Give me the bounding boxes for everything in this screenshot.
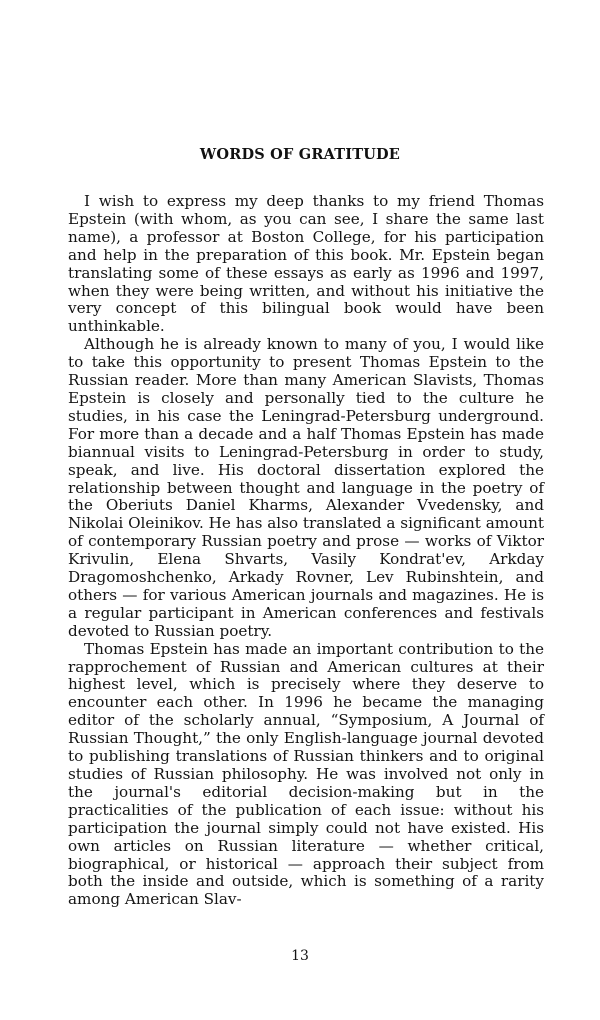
body-text [68, 193, 544, 909]
page-title: WORDS OF GRATITUDE [199, 146, 401, 163]
paragraph: I wish to express my deep thanks to my friend Thomas Epstein (with whom, as you can see, I share the same last name), a professor at Boston College, for his participation and help in the preparation of this book. Mr. Epstein began translating some of these essays as early as 1996 and 1997, when they were being written, and without his initiative the very concept of this bilingual book would have been unthinkable. [68, 192, 544, 336]
page-number: 13 [291, 948, 309, 964]
paragraph: Thomas Epstein has made an important contribution to the rapprochement of Russian and American cultures at their highest level, which is precisely where they deserve to encounter each other. In 1996 he became the managing editor of the scholarly annual, “Symposium, A Journal of Russian Thought,” the only English-language journal devoted to publishing translations of Russian thinkers and to original studies of Russian philosophy. He was involved not only in the journal's editorial decision-making but in the practicalities of the publication of each issue: without his participation the journal simply could not have existed. His own articles on Russian literature — whether critical, biographical, or historical — approach their subject from both the inside and outside, which is something of a rarity among American Slav- [68, 639, 544, 909]
paragraph: Although he is already known to many of you, I would like to take this opportunity to present Thomas Epstein to the Russian reader. More than many American Slavists, Thomas Epstein is closely and personally tied to the culture he studies, in his case the Leningrad-Petersburg underground. For more than a decade and a half Thomas Epstein has made biannual visits to Leningrad-Petersburg in order to study, speak, and live. His doctoral dissertation explored the relationship between thought and language in the poetry of the Oberiuts Daniel Kharms, Alexander Vvedensky, and Nikolai Oleinikov. He has also translated a significant amount of contemporary Russian poetry and prose — works of Viktor Krivulin, Elena Shvarts, Vasily Kondrat'ev, Arkday Dragomoshchenko, Arkady Rovner, Lev Rubinshtein, and others — for various American journals and magazines. He is a regular participant in American conferences and festivals devoted to Russian poetry. [68, 335, 544, 640]
